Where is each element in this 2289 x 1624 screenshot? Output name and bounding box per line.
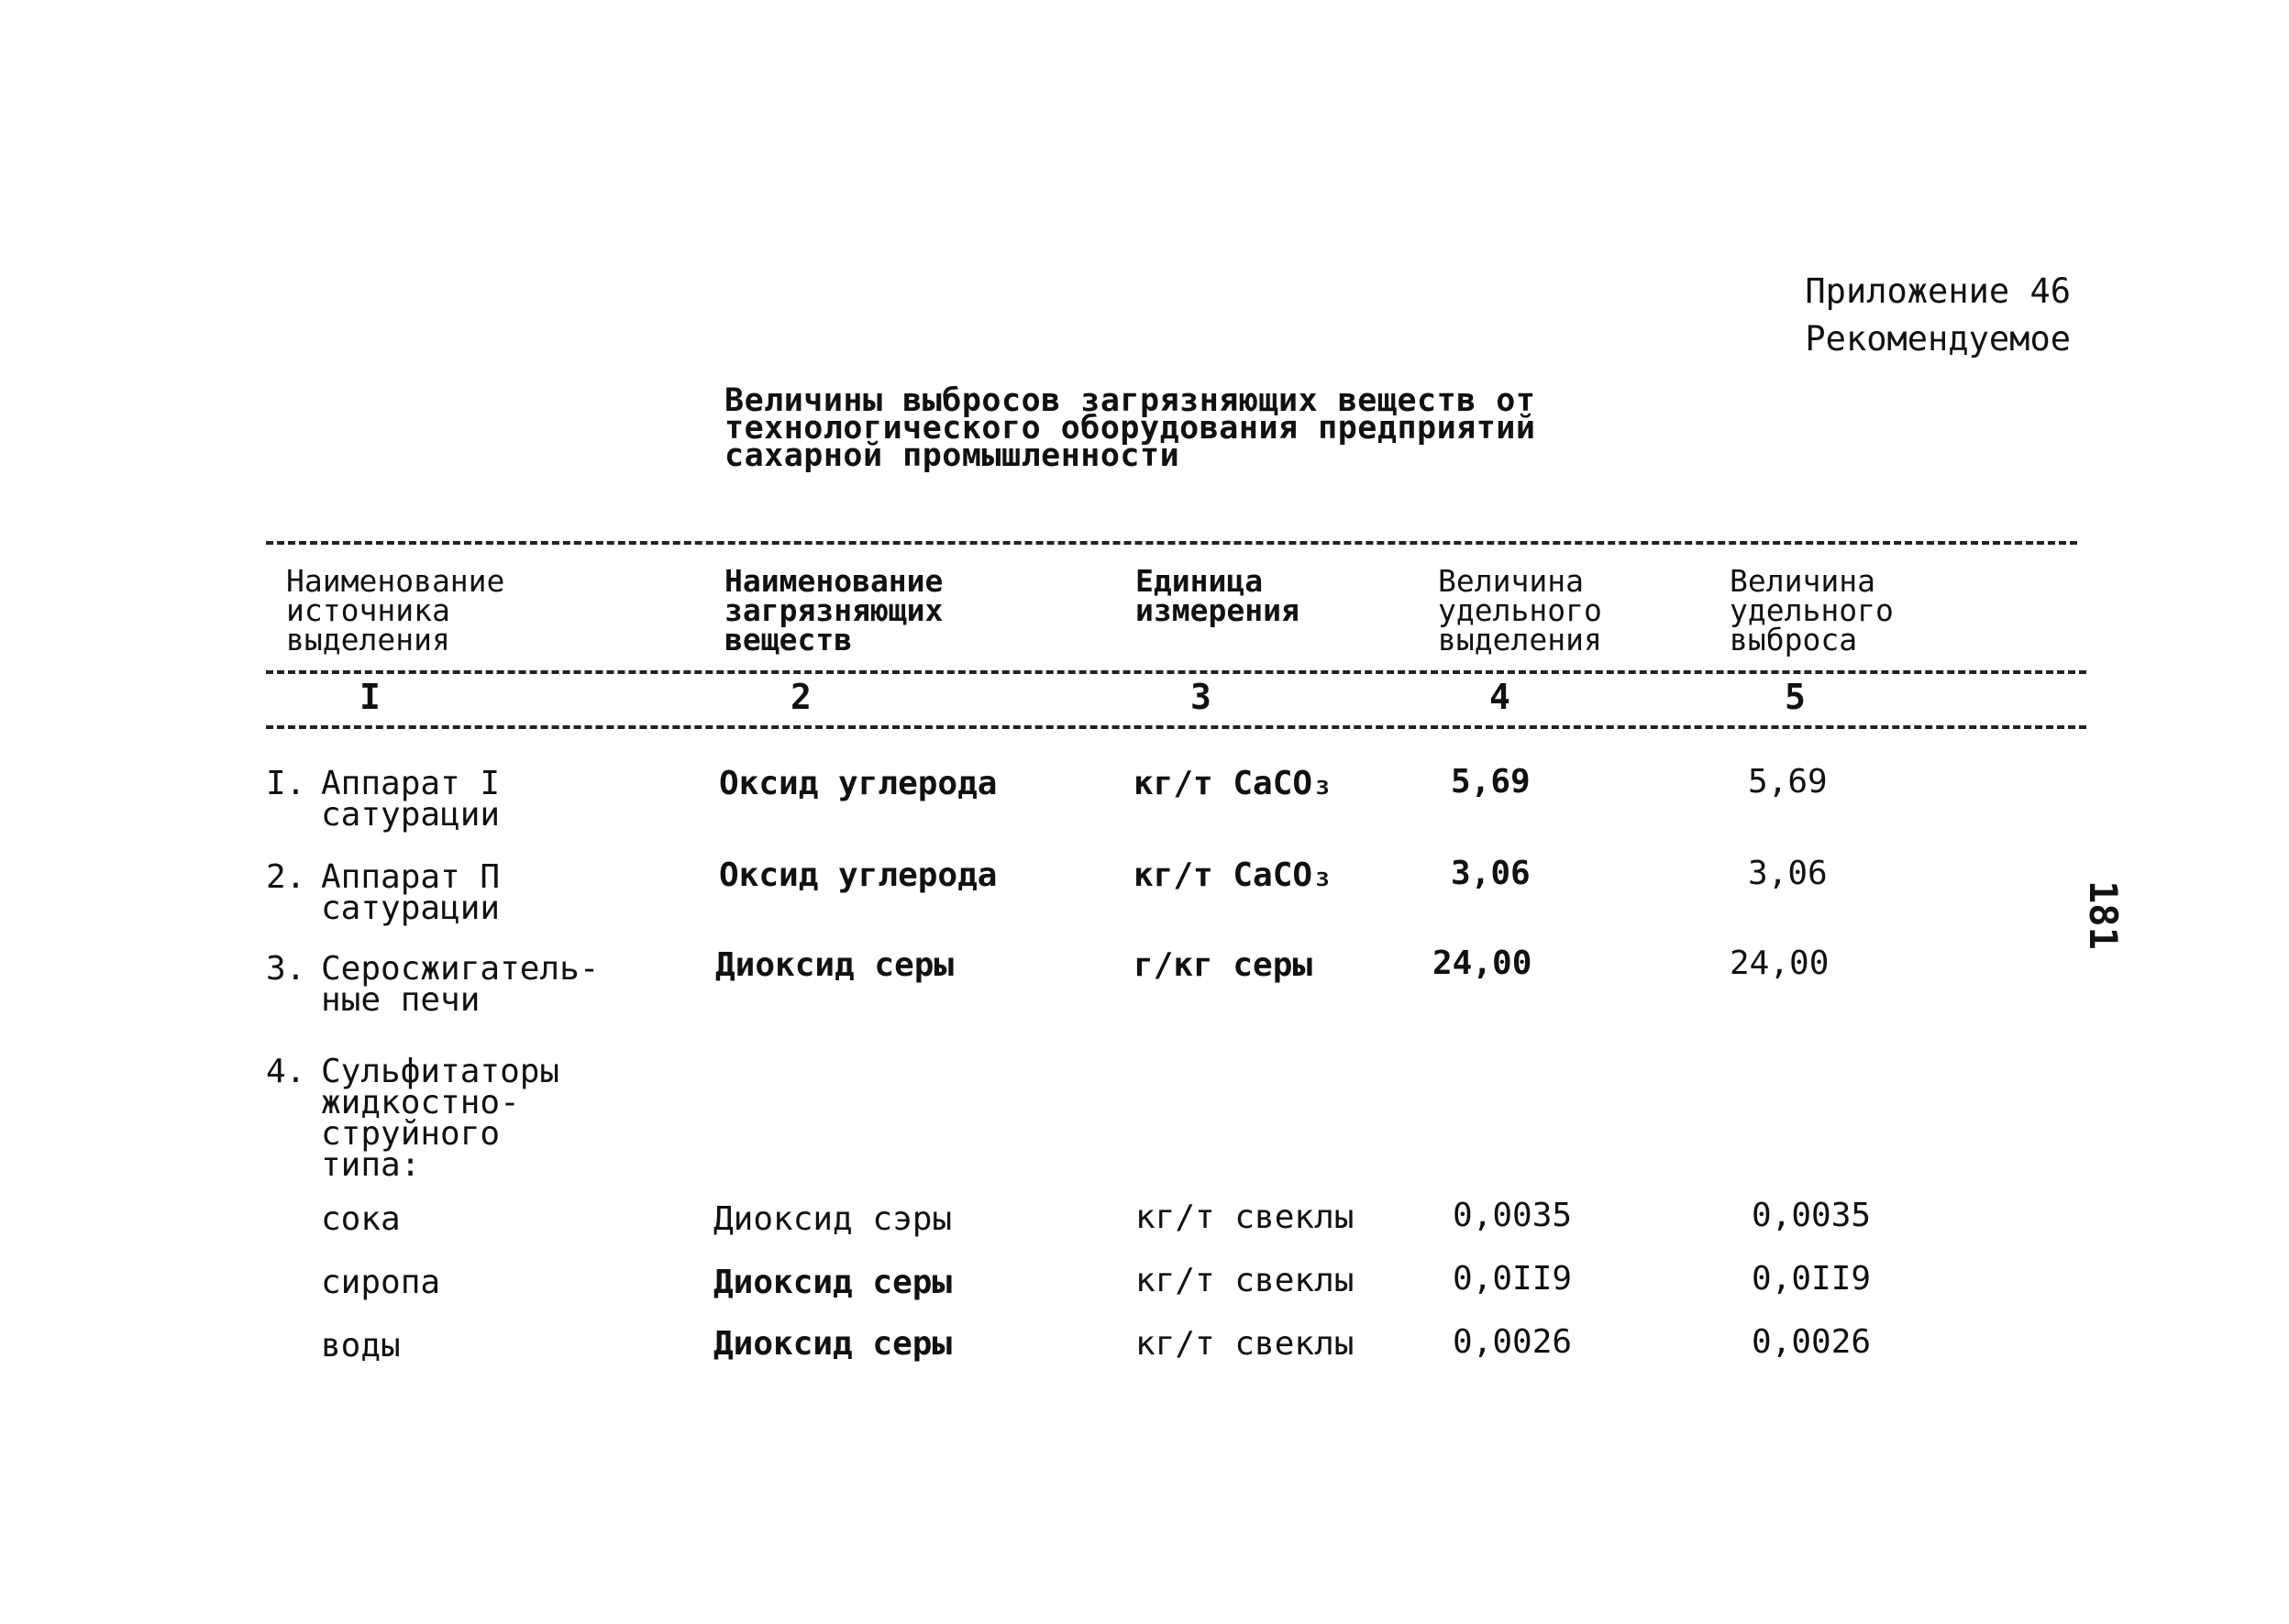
header-substance-line-1: Наименование <box>724 563 944 599</box>
unit: кг/т CaCO₃ <box>1133 856 1332 894</box>
header-release-line-3: выброса <box>1730 622 1858 657</box>
header-rule <box>266 670 2086 674</box>
source-line: струйного <box>321 1115 501 1153</box>
document-title <box>724 382 1536 474</box>
unit: кг/т свеклы <box>1135 1325 1355 1363</box>
source-line: Аппарат I <box>321 765 501 802</box>
substance-name: Диоксид серы <box>713 1264 953 1301</box>
specific-emission-value: 3,06 <box>1451 855 1531 892</box>
row-number: I. <box>266 765 306 802</box>
source-line: сатурации <box>321 889 501 927</box>
column-number-2: 2 <box>791 677 812 717</box>
title-line-2: технологического оборудования предприятий <box>724 410 1536 447</box>
specific-release-value: 0,0035 <box>1752 1197 1872 1234</box>
specific-release-value: 24,00 <box>1730 945 1830 982</box>
unit: г/кг серы <box>1133 946 1313 984</box>
specific-release-value: 0,0II9 <box>1752 1260 1872 1298</box>
specific-emission-value: 24,00 <box>1432 945 1532 982</box>
header-substance-line-2: загрязняющих <box>724 592 944 628</box>
specific-release-value: 3,06 <box>1748 855 1828 892</box>
source-line: жидкостно- <box>321 1084 520 1121</box>
unit: кг/т CaCO₃ <box>1133 765 1332 802</box>
source-line: ные печи <box>321 981 481 1019</box>
column-numbers-rule <box>266 725 2086 729</box>
header-source <box>286 563 505 657</box>
substance-name: Диоксид серы <box>715 946 955 984</box>
header-substance-line-3: веществ <box>724 622 853 657</box>
source-name <box>321 858 501 927</box>
header-emission-line-3: выделения <box>1438 622 1602 657</box>
unit: кг/т свеклы <box>1135 1199 1355 1236</box>
source-line: сатурации <box>321 796 501 834</box>
column-number-3: 3 <box>1190 677 1211 717</box>
source-line: типа: <box>321 1146 421 1184</box>
row-number: 4. <box>266 1053 306 1090</box>
table-top-rule <box>266 541 2077 545</box>
source-line: Аппарат П <box>321 858 501 896</box>
substance-name: Диоксид сэры <box>713 1200 953 1238</box>
appendix-number: Приложение 46 <box>1805 271 2071 311</box>
title-line-3: сахарной промышленности <box>724 437 1180 474</box>
source-name <box>321 765 501 834</box>
source-name <box>321 1053 560 1184</box>
specific-emission-value: 5,69 <box>1451 763 1531 801</box>
header-specific-emission <box>1438 563 1602 657</box>
header-source-line-1: Наименование <box>286 563 505 599</box>
appendix-status: Рекомендуемое <box>1805 319 2071 359</box>
source-name: сока <box>321 1200 401 1238</box>
substance-name: Оксид углерода <box>719 856 998 894</box>
column-number-1: I <box>359 677 381 717</box>
specific-release-value: 0,0026 <box>1752 1323 1872 1361</box>
specific-emission-value: 0,0026 <box>1453 1323 1573 1361</box>
header-specific-release <box>1730 563 1894 657</box>
header-source-line-3: выделения <box>286 622 450 657</box>
specific-emission-value: 0,0II9 <box>1453 1260 1573 1298</box>
substance-name: Оксид углерода <box>719 765 998 802</box>
header-emission-line-1: Величина <box>1438 563 1584 599</box>
source-name <box>321 950 600 1019</box>
unit: кг/т свеклы <box>1135 1262 1355 1299</box>
header-unit <box>1135 563 1299 628</box>
source-line: Серосжигатель- <box>321 950 600 988</box>
specific-release-value: 5,69 <box>1748 763 1828 801</box>
header-release-line-1: Величина <box>1730 563 1875 599</box>
title-line-1: Величины выбросов загрязняющих веществ от <box>724 382 1536 419</box>
header-substance <box>724 563 944 657</box>
page-number: 181 <box>2081 880 2126 950</box>
specific-emission-value: 0,0035 <box>1453 1197 1573 1234</box>
substance-name: Диоксид серы <box>713 1325 953 1363</box>
appendix-label <box>1805 268 2071 363</box>
source-name: сиропа <box>321 1264 441 1301</box>
row-number: 3. <box>266 950 306 988</box>
header-emission-line-2: удельного <box>1438 592 1602 628</box>
header-unit-line-2: измерения <box>1135 592 1299 628</box>
header-unit-line-1: Единица <box>1135 563 1264 599</box>
source-line: Сульфитаторы <box>321 1053 560 1090</box>
header-source-line-2: источника <box>286 592 450 628</box>
column-number-5: 5 <box>1785 677 1806 717</box>
header-release-line-2: удельного <box>1730 592 1894 628</box>
source-name: воды <box>321 1327 401 1364</box>
row-number: 2. <box>266 858 306 896</box>
column-number-4: 4 <box>1489 677 1510 717</box>
